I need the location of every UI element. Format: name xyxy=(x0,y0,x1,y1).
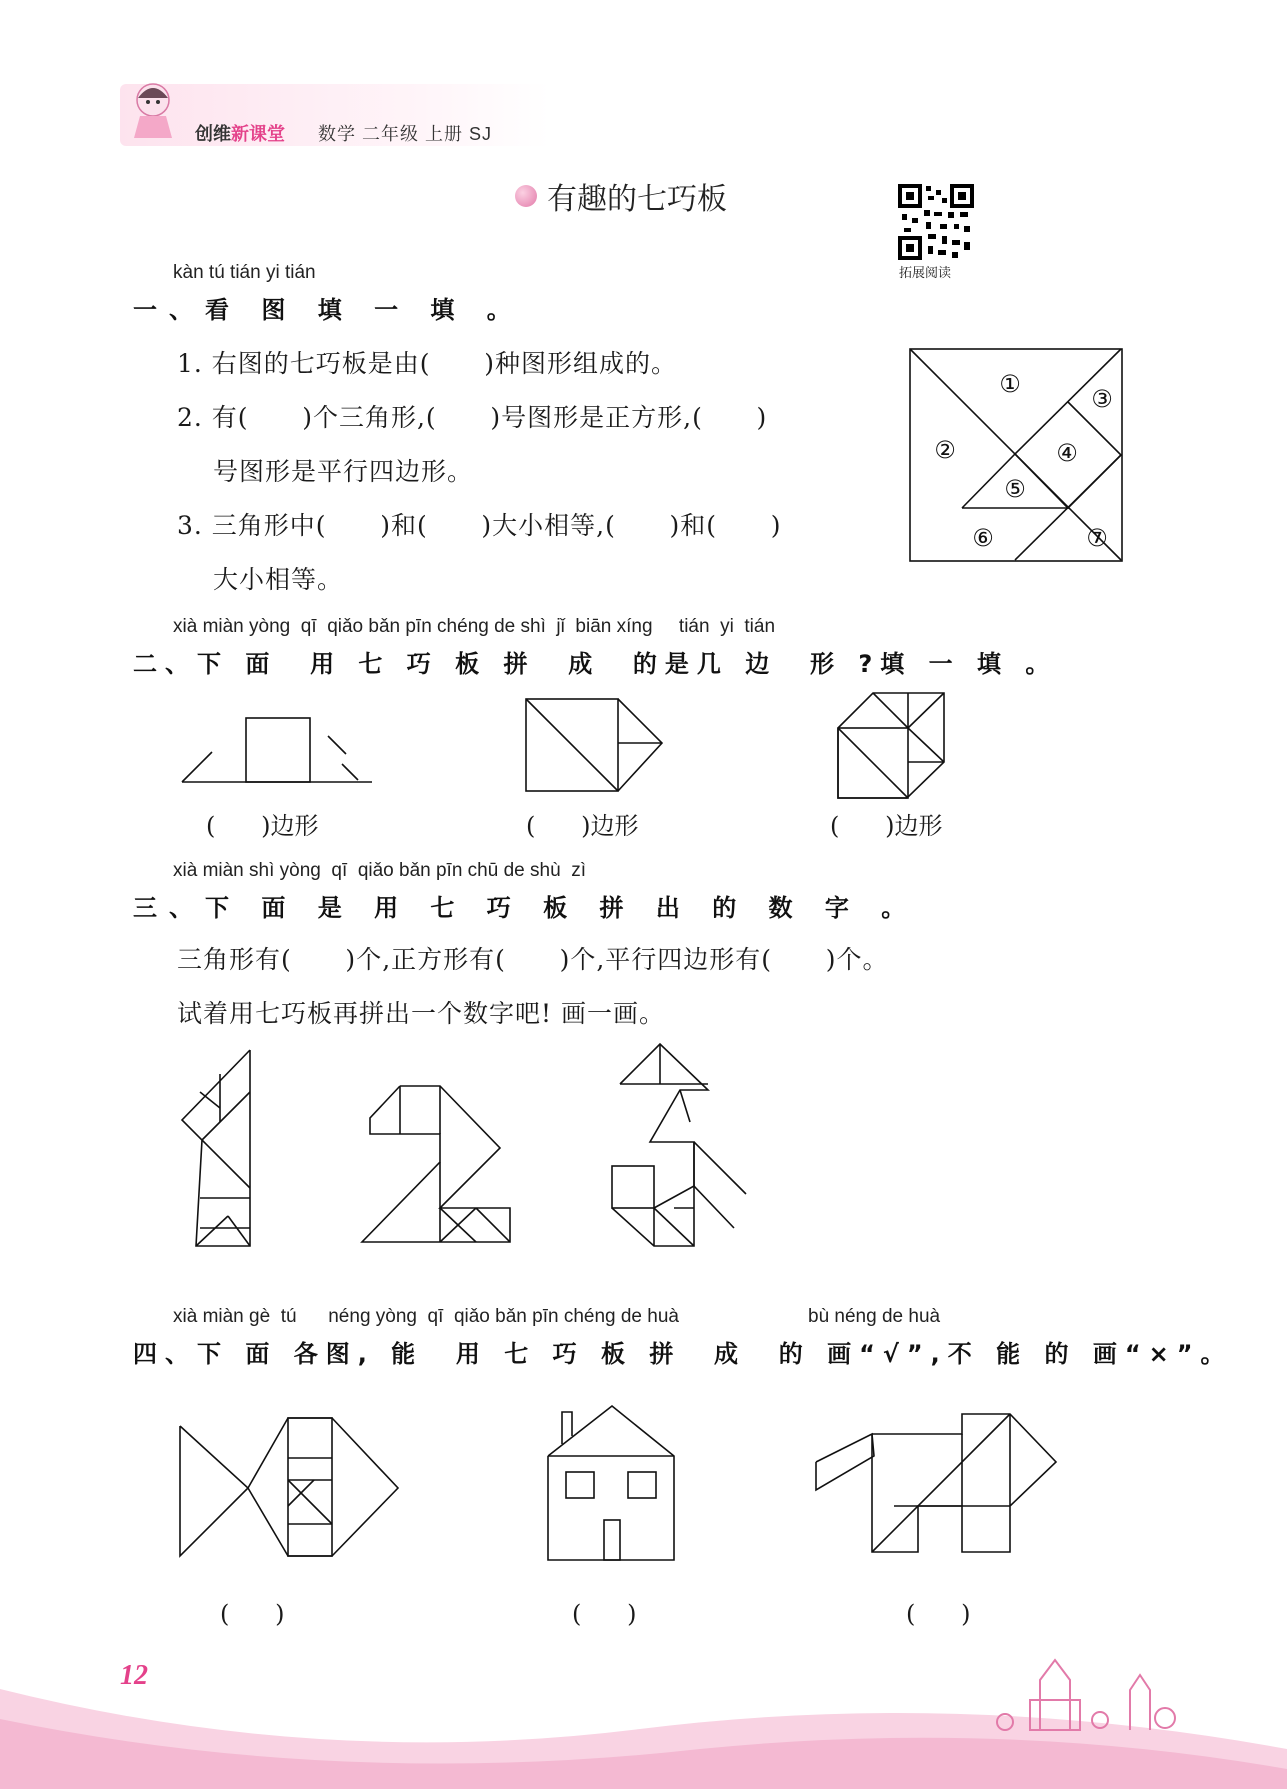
section3-line1: 三角形有( )个,正方形有( )个,平行四边形有( )个。 xyxy=(177,945,889,974)
section3-line2: 试着用七巧板再拼出一个数字吧! 画一画。 xyxy=(177,999,665,1028)
section4-answer-3[interactable]: ( ) xyxy=(906,1600,971,1628)
piece-label-7: ⑦ xyxy=(1086,524,1108,552)
tangram-fish-figure xyxy=(178,1416,398,1566)
bullet-dot-icon xyxy=(515,185,537,207)
section1-q3a: 3. 三角形中( )和( )大小相等,( )和( ) xyxy=(177,511,782,540)
qr-label: 拓展阅读 xyxy=(899,266,952,281)
section1-heading: 一、看 图 填 一 填 。 xyxy=(133,296,523,324)
section1-q2a: 2. 有( )个三角形,( )号图形是正方形,( ) xyxy=(177,403,768,432)
tangram-digit-2 xyxy=(360,1078,512,1244)
qr-code-icon[interactable] xyxy=(898,184,974,260)
tangram-square-figure xyxy=(909,348,1125,564)
section1-q1: 1. 右图的七巧板是由( )种图形组成的。 xyxy=(177,349,677,378)
piece-label-3: ③ xyxy=(1091,385,1113,413)
castle-decoration-icon xyxy=(970,1630,1180,1740)
section1-q3b: 大小相等。 xyxy=(213,565,344,594)
piece-label-4: ④ xyxy=(1056,439,1078,467)
brand-name: 创维新课堂 xyxy=(195,124,285,144)
section2-answer-1[interactable]: ( )边形 xyxy=(206,812,319,840)
page-title: 有趣的七巧板 xyxy=(515,174,727,218)
section1-q2b: 号图形是平行四边形。 xyxy=(213,457,474,486)
section4-pinyin-a: xià miàn gè tú néng yòng qī qiǎo bǎn pīn chéng de huà xyxy=(173,1306,679,1327)
section2-answer-3[interactable]: ( )边形 xyxy=(830,812,943,840)
section2-pinyin: xià miàn yòng qī qiǎo bǎn pīn chéng de shì jǐ biān xíng tián yi tián xyxy=(173,616,776,637)
polygon-figure-2 xyxy=(525,698,665,808)
section3-pinyin: xià miàn shì yòng qī qiǎo bǎn pīn chū de shù zì xyxy=(173,860,586,881)
house-figure xyxy=(546,1404,676,1564)
page-number: 12 xyxy=(120,1660,148,1691)
tangram-animal-figure xyxy=(814,1412,1060,1562)
section4-answer-1[interactable]: ( ) xyxy=(220,1600,285,1628)
tangram-digit-3 xyxy=(610,1036,746,1248)
piece-label-6: ⑥ xyxy=(972,524,994,552)
piece-label-2: ② xyxy=(934,436,956,464)
polygon-figure-1 xyxy=(182,716,372,796)
section2-heading: 二、下 面 用 七 巧 板 拼 成 的是几 边 形 ?填 一 填 。 xyxy=(133,650,1058,678)
subject-label: 数学 二年级 上册 SJ xyxy=(318,124,493,144)
section2-answer-2[interactable]: ( )边形 xyxy=(526,812,639,840)
section3-heading: 三、下 面 是 用 七 巧 板 拼 出 的 数 字 。 xyxy=(133,894,918,922)
section1-pinyin: kàn tú tián yi tián xyxy=(173,262,316,283)
section4-answer-2[interactable]: ( ) xyxy=(572,1600,637,1628)
polygon-figure-3 xyxy=(837,692,957,804)
piece-label-5: ⑤ xyxy=(1004,475,1026,503)
section4-pinyin-b: bù néng de huà xyxy=(808,1306,941,1327)
piece-label-1: ① xyxy=(999,370,1021,398)
section4-heading: 四、下 面 各图, 能 用 七 巧 板 拼 成 的 画“√”,不 能 的 画“×”。 xyxy=(133,1340,1233,1368)
cartoon-girl-icon xyxy=(118,72,188,142)
tangram-digit-1 xyxy=(180,1048,260,1248)
